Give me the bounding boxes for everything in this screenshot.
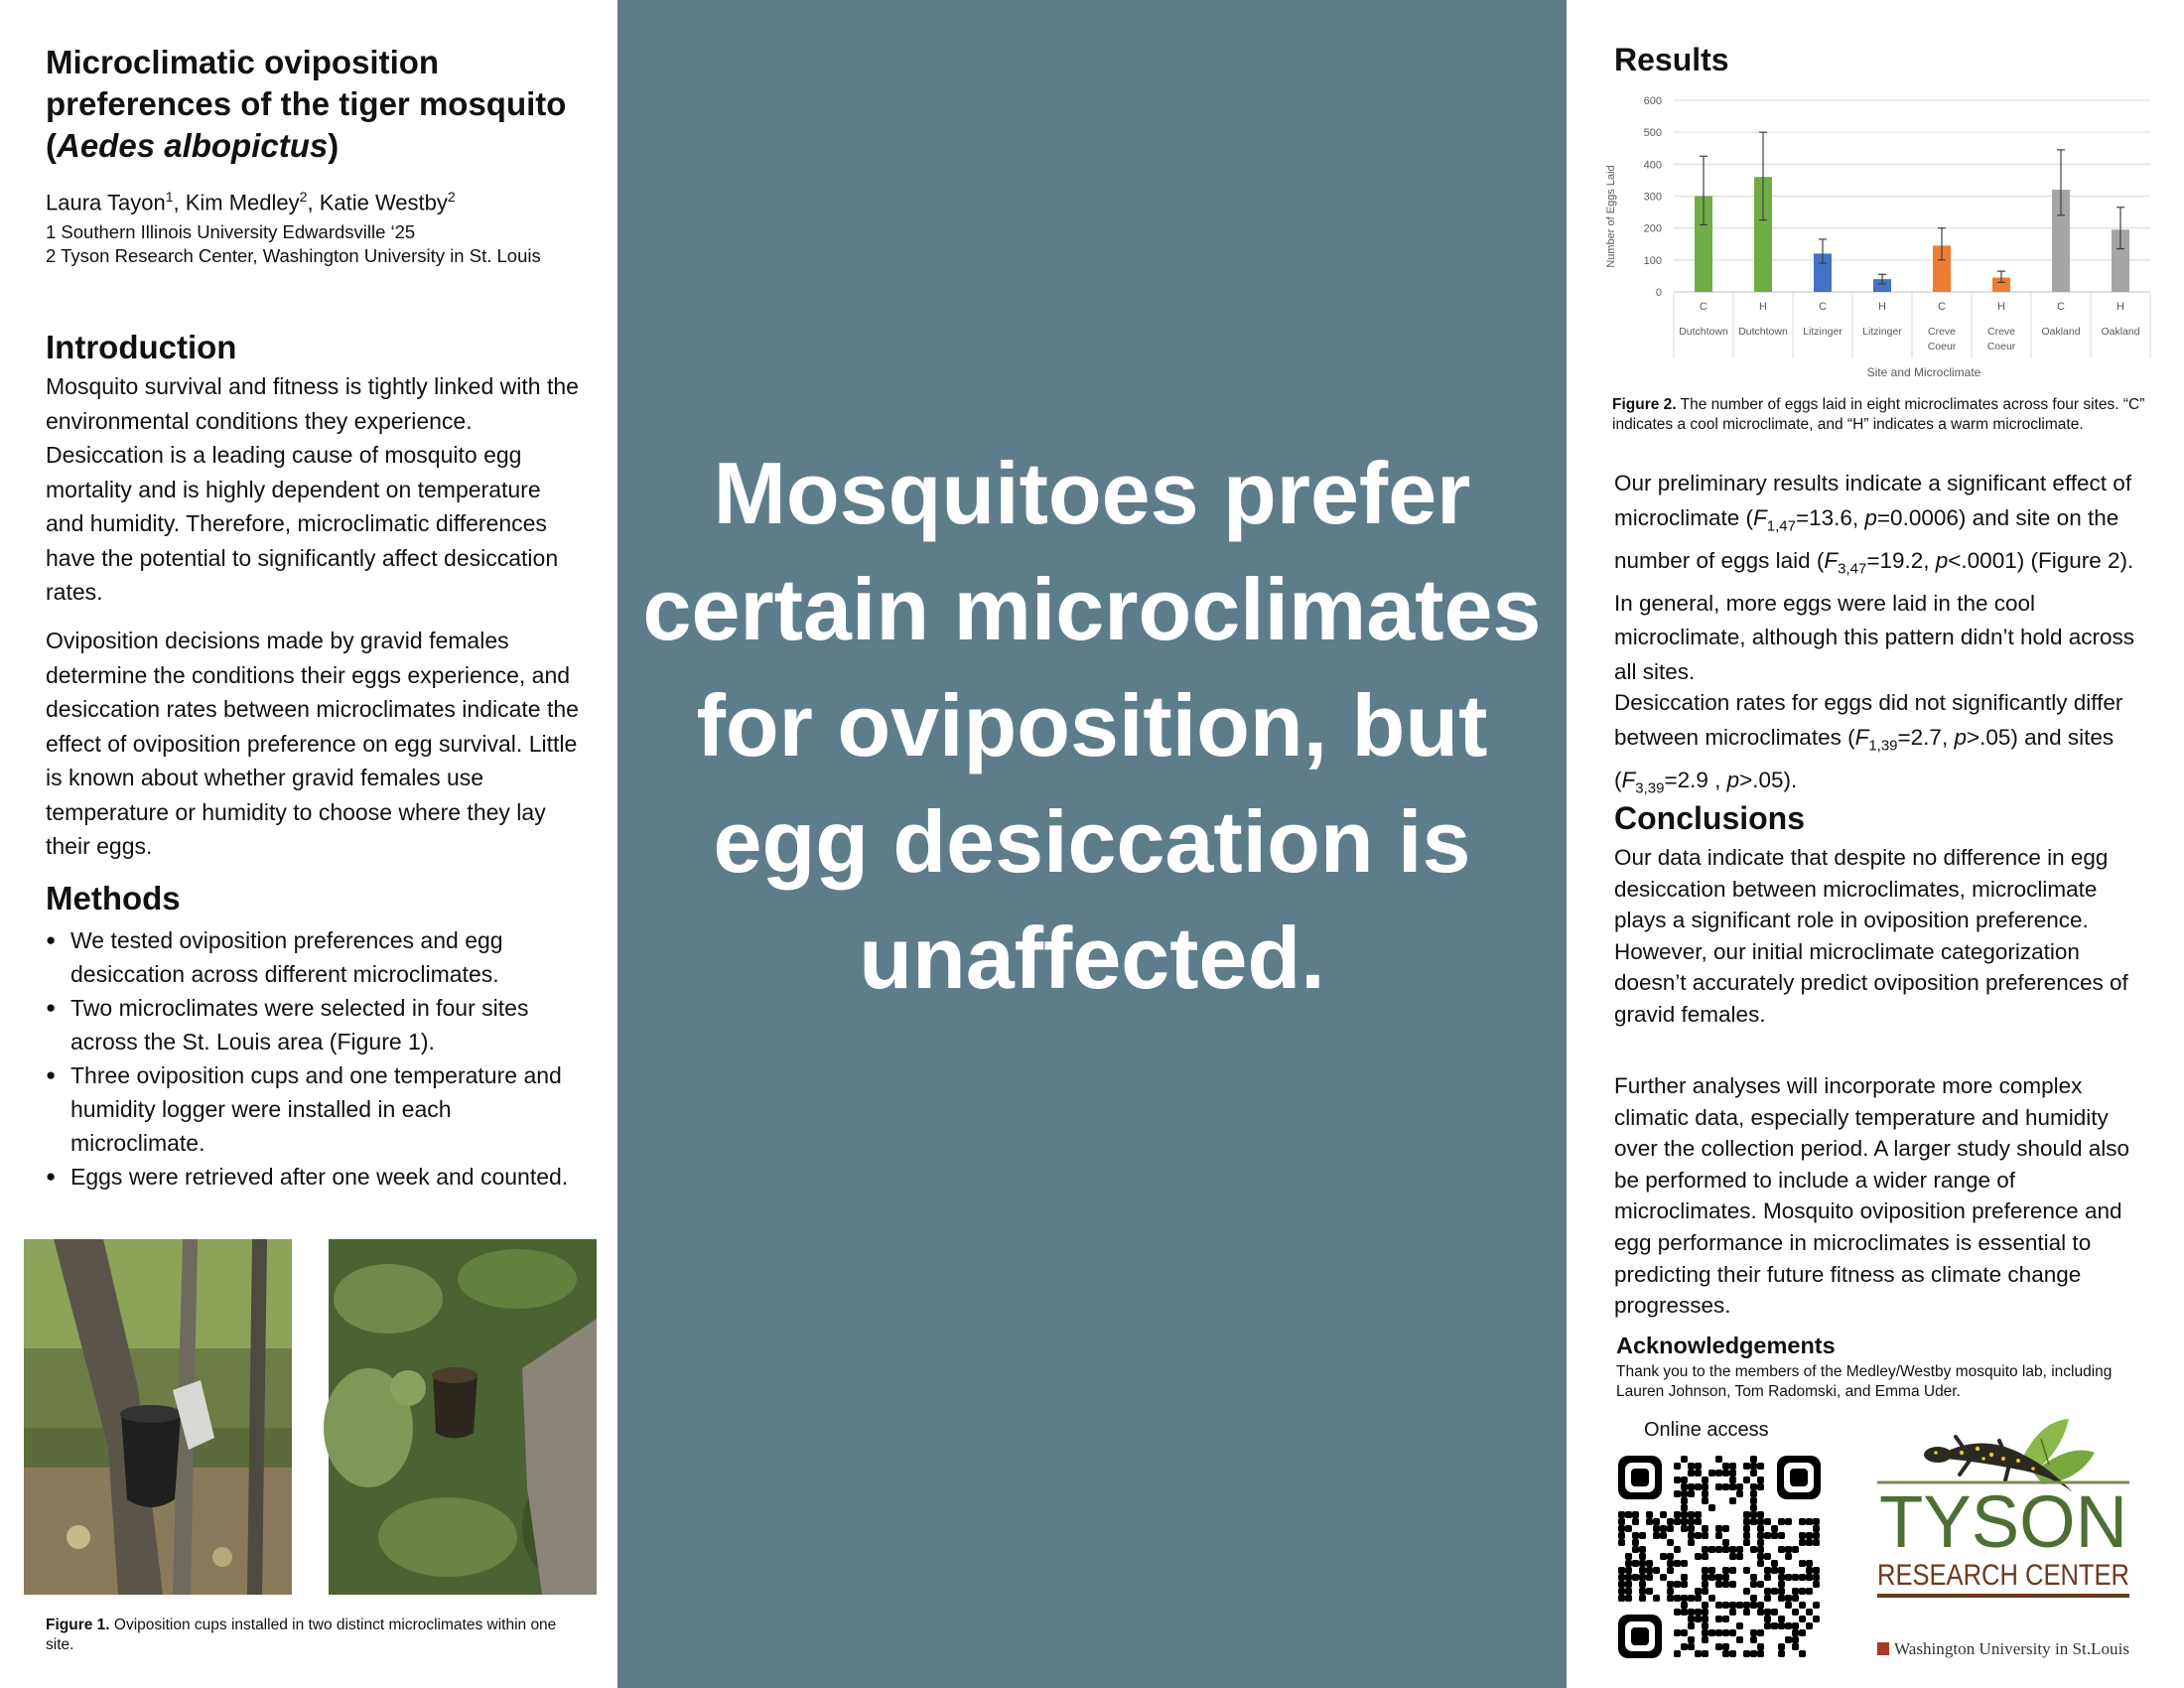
results-paragraph: Desiccation rates for eggs did not significantly differ between microclimates ($F_{1,39}=2.7$, p>.05) and sites ($F_{3,39}=2.9$ , p>.05). [1614, 690, 2123, 796]
y-tick-label: 100 [1643, 254, 1662, 267]
y-tick-label: 600 [1643, 95, 1662, 107]
headline-statement: Mosquitoes prefer certain microclimates for oviposition, but egg desiccation is unaffected. [642, 444, 1542, 1007]
x-tick-site: Coeur [1927, 341, 1957, 352]
list-item: ● Two microclimates were selected in four sites across the St. Louis area (Figure 1). [46, 991, 582, 1058]
conclusions-heading: Conclusions [1614, 800, 1806, 836]
y-tick-label: 300 [1643, 191, 1662, 204]
eggs-bar-chart [1602, 85, 2158, 383]
x-tick-site: Dutchtown [1679, 326, 1728, 338]
x-tick-microclimate: C [1938, 301, 1946, 313]
logo-washu: Washington University in St.Louis [1894, 1639, 2129, 1658]
x-tick-microclimate: C [1700, 301, 1707, 313]
results-paragraph: Our preliminary results indicate a significant effect of microclimate ($F_{1,47}=13.6$, p=0.0006) and site on the number of eggs laid ($F_{3,47}=19.2$, p<.0001) (Figure 2). In general, more eggs were laid in the cool microclimate, although this pattern didn’t hold across all sites. [1614, 471, 2135, 684]
online-access-label: Online access [1644, 1419, 1769, 1441]
x-tick-microclimate: H [1759, 301, 1767, 313]
author-name: Kim Medley [185, 190, 300, 215]
author-name: Katie Westby [319, 190, 448, 215]
y-tick-label: 200 [1643, 222, 1662, 235]
conclusions-paragraph: Further analyses will incorporate more complex climatic data, especially temperature and humidity over the collection period. A larger study should also be performed to include a wider range of microclimates. Mosquito oviposition preference and egg performance in microclimates is essential to predicting their future fitness as climate change progresses. [1614, 1073, 2130, 1319]
photo-warm-microclimate [329, 1239, 597, 1595]
photo-cool-microclimate [24, 1239, 292, 1595]
figure1-caption: Figure 1. Oviposition cups installed in two distinct microclimates within one site. [46, 1617, 557, 1653]
intro-paragraph: Mosquito survival and fitness is tightly linked with the environmental conditions they experience. Desiccation is a leading cause of mosquito egg mortality and is highly dependent on temperature and humidity. Therefore, microclimatic differences have the potential to significantly affect desiccation rates. [46, 373, 579, 605]
y-tick-label: 0 [1655, 287, 1662, 299]
list-item: ● Eggs were retrieved after one week and counted. [46, 1160, 582, 1194]
tyson-research-center-logo [1874, 1415, 2142, 1663]
intro-paragraph: Oviposition decisions made by gravid females determine the conditions their eggs experience, and desiccation rates between microclimates indicate the effect of oviposition preference on egg survival. Little is known about whether gravid females use temperature or humidity to choose where they lay their eggs. [46, 628, 579, 859]
qr-code[interactable] [1614, 1452, 1825, 1662]
methods-list [46, 923, 582, 1194]
list-item: ● Three oviposition cups and one temperature and humidity logger were installed in each microclimate. [46, 1058, 582, 1160]
poster-title: Microclimatic oviposition preferences of the tiger mosquito (Aedes albopictus) [46, 44, 567, 164]
y-tick-label: 500 [1643, 127, 1662, 140]
results-heading: Results [1614, 42, 1729, 77]
logo-research-center: RESEARCH CENTER [1877, 1559, 2129, 1592]
acknowledgements-text: Thank you to the members of the Medley/Westby mosquito lab, including Lauren Johnson, Tom Radomski, and Emma Uder. [1616, 1363, 2113, 1400]
affiliation: 1 Southern Illinois University Edwardsville ‘25 [46, 221, 416, 242]
x-tick-site: Coeur [1986, 341, 2016, 352]
acknowledgements-heading: Acknowledgements [1616, 1333, 1836, 1358]
x-tick-microclimate: C [1819, 301, 1827, 313]
author-list: Laura Tayon$^1$, Kim Medley$^2$, Katie Westby$^2$ [46, 189, 456, 215]
left-column [0, 0, 617, 1688]
methods-heading: Methods [46, 880, 181, 916]
list-item: ● We tested oviposition preferences and egg desiccation across different microclimates. [46, 923, 582, 991]
y-axis-label: Number of Eggs Laid [1605, 165, 1617, 268]
x-tick-site: Dutchtown [1738, 326, 1788, 338]
conclusions-paragraph: Our data indicate that despite no difference in egg desiccation between microclimates, microclimate plays a significant role in oviposition preference. However, our initial microclimate categorization doesn’t accurately predict oviposition preferences of gravid females. [1614, 845, 2128, 1027]
x-tick-site: Litzinger [1862, 326, 1902, 338]
introduction-heading: Introduction [46, 329, 237, 365]
x-tick-site: Creve [1927, 326, 1957, 338]
y-tick-label: 400 [1643, 159, 1662, 172]
x-axis-label: Site and Microclimate [1866, 365, 1981, 379]
figure2-caption: Figure 2. The number of eggs laid in eight microclimates across four sites. “C” indicates a cool microclimate, and “H” indicates a warm microclimate. [1612, 396, 2145, 433]
right-column [1567, 0, 2184, 1688]
x-tick-microclimate: C [2057, 301, 2065, 313]
center-panel [617, 0, 1567, 1688]
x-tick-microclimate: H [2116, 301, 2124, 313]
x-tick-microclimate: H [1997, 301, 2005, 313]
x-tick-microclimate: H [1878, 301, 1886, 313]
x-tick-site: Litzinger [1803, 326, 1843, 338]
x-tick-site: Creve [1986, 326, 2016, 338]
logo-tyson: TYSON [1879, 1480, 2127, 1563]
x-tick-site: Oakland [2101, 326, 2140, 338]
affiliation: 2 Tyson Research Center, Washington University in St. Louis [46, 245, 541, 266]
author-name: Laura Tayon [46, 190, 166, 215]
x-tick-site: Oakland [2041, 326, 2081, 338]
